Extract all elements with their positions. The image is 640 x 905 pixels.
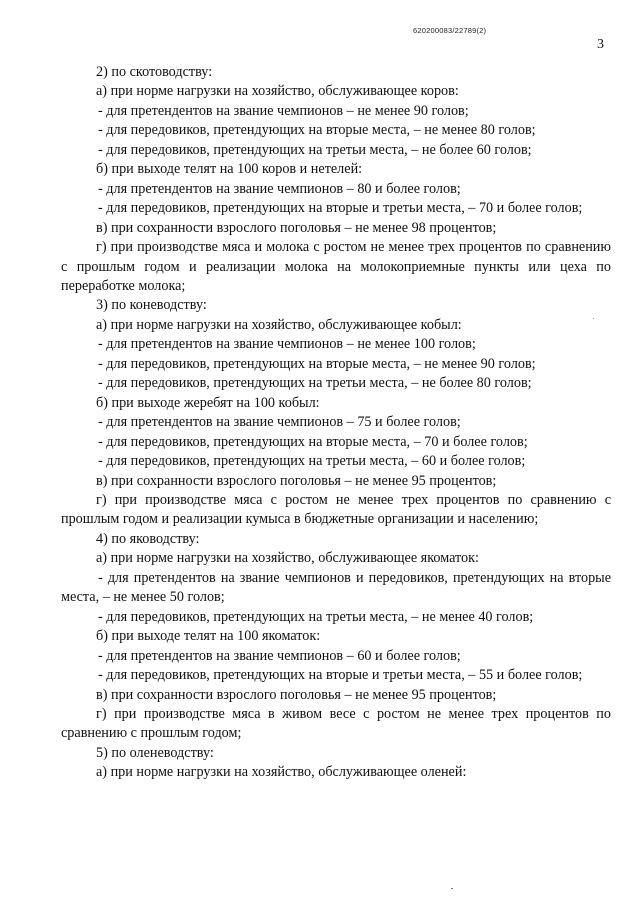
scan-speck [593,318,594,319]
document-registration-code: 620200083/22789(2) [413,26,487,35]
paragraph: 2) по скотоводству: [96,64,213,80]
paragraph: а) при норме нагрузки на хозяйство, обслуживающее оленей: [96,764,467,781]
paragraph: а) при норме нагрузки на хозяйство, обслуживающее кобыл: [96,316,462,333]
list-item: - для претендентов на звание чемпионов – не менее 90 голов; [98,102,469,119]
paragraph: 5) по оленеводству: [96,744,214,761]
list-item: - для передовиков, претендующих на третьи места, – не менее 40 голов; [98,608,534,625]
list-item: - для претендентов на звание чемпионов – 75 и более голов; [98,414,461,431]
list-item: - для претендентов на звание чемпионов – 80 и более голов; [98,180,461,197]
paragraph: б) при выходе телят на 100 якоматок: [96,628,321,645]
list-item: - для передовиков, претендующих на вторые и третьи места, – 55 и более голов; [98,667,583,684]
paragraph: г) при производстве мяса и молока с ростом не менее трех процентов по сравнению с прошлым годом и реализации молока на молокоприемные пункты или цеха по переработке молока; [61,239,611,294]
list-item: - для передовиков, претендующих на вторые места, – 70 и более голов; [98,433,528,450]
list-item: - для передовиков, претендующих на вторые и третьи места, – 70 и более голов; [98,200,583,217]
list-item: - для передовиков, претендующих на третьи места, – не более 80 голов; [98,375,532,392]
paragraph: в) при сохранности взрослого поголовья – не менее 95 процентов; [96,472,497,489]
list-item: - для претендентов на звание чемпионов и передовиков, претендующих на вторые места, – не менее 50 голов; [61,569,611,606]
paragraph: 4) по яководству: [96,530,200,547]
paragraph: в) при сохранности взрослого поголовья – не менее 95 процентов; [96,686,497,703]
paragraph: г) при производстве мяса в живом весе с ростом не менее трех процентов по сравнению с прошлым годом; [61,705,611,742]
document-body [61,63,611,783]
paragraph: а) при норме нагрузки на хозяйство, обслуживающее якоматок: [96,550,479,567]
paragraph: г) при производстве мяса с ростом не менее трех процентов по сравнению с прошлым годом и реализации кумыса в бюджетные организации и населению; [61,491,611,528]
paragraph: в) при сохранности взрослого поголовья – не менее 98 процентов; [96,219,497,236]
list-item: - для передовиков, претендующих на третьи места, – не более 60 голов; [98,141,532,158]
paragraph: а) при норме нагрузки на хозяйство, обслуживающее коров: [96,83,459,100]
scan-speck [451,888,453,889]
paragraph: 3) по коневодству: [96,297,207,314]
list-item: - для передовиков, претендующих на вторые места, – не менее 80 голов; [98,122,536,139]
list-item: - для передовиков, претендующих на вторые места, – не менее 90 голов; [98,355,536,372]
list-item: - для передовиков, претендующих на третьи места, – 60 и более голов; [98,453,526,470]
page-number: 3 [597,37,604,52]
paragraph: б) при выходе телят на 100 коров и нетелей: [96,161,363,178]
list-item: - для претендентов на звание чемпионов – 60 и более голов; [98,647,461,664]
paragraph: б) при выходе жеребят на 100 кобыл: [96,394,320,411]
list-item: - для претендентов на звание чемпионов – не менее 100 голов; [98,336,476,353]
